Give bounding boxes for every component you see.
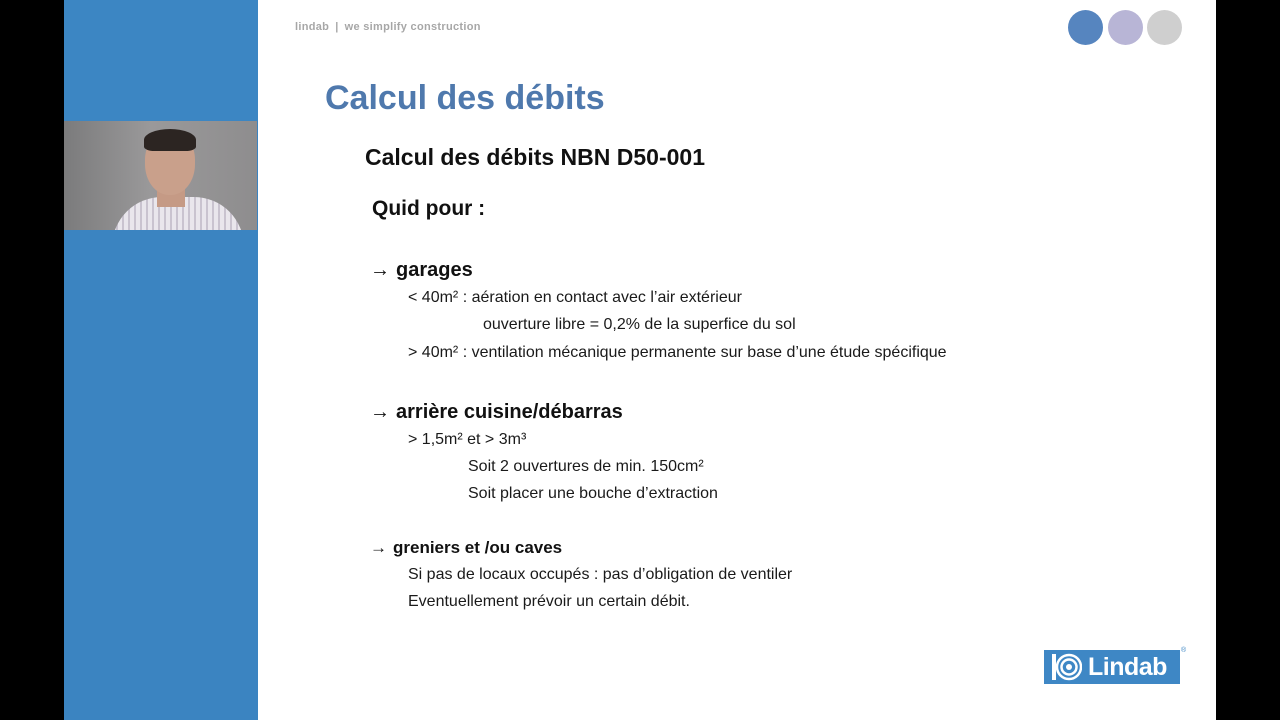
slide-intro: Quid pour : <box>372 197 486 220</box>
greniers-line-2: Eventuellement prévoir un certain débit. <box>408 593 690 610</box>
section-heading-arriere-cuisine <box>370 401 623 424</box>
arrow-icon: → <box>370 259 390 281</box>
decorative-dots <box>1068 10 1184 46</box>
header-brand: lindab <box>295 21 330 33</box>
blue-dot-icon <box>1068 10 1103 45</box>
lavender-dot-icon <box>1108 10 1143 45</box>
slide-title: Calcul des débits <box>325 79 605 117</box>
header-tagline <box>295 21 481 33</box>
garages-line-1: < 40m² : aération en contact avec l’air extérieur <box>408 289 742 306</box>
logo-registered-mark: ® <box>1181 647 1187 654</box>
presenter-webcam <box>64 121 257 230</box>
garages-line-3: > 40m² : ventilation mécanique permanente sur base d’une étude spécifique <box>408 344 947 361</box>
lindab-rings-icon <box>1052 652 1082 682</box>
greniers-line-1: Si pas de locaux occupés : pas d’obligation de ventiler <box>408 566 793 583</box>
header-slogan: we simplify construction <box>344 21 481 33</box>
arrow-icon: → <box>370 538 387 557</box>
presenter-hair <box>144 129 196 151</box>
sidebar-top-band <box>64 0 258 121</box>
section-heading-label: arrière cuisine/débarras <box>396 401 623 423</box>
arrow-icon: → <box>370 401 390 423</box>
presentation-slide <box>64 0 1216 720</box>
section-heading-greniers <box>370 538 562 558</box>
header-separator: | <box>335 21 339 33</box>
arriere-cuisine-line-1: > 1,5m² et > 3m³ <box>408 431 527 448</box>
arriere-cuisine-line-3: Soit placer une bouche d’extraction <box>468 485 718 502</box>
section-heading-garages <box>370 259 473 282</box>
lindab-logo <box>1044 647 1187 684</box>
arriere-cuisine-line-2: Soit 2 ouvertures de min. 150cm² <box>468 458 704 475</box>
section-heading-label: garages <box>396 259 473 281</box>
section-heading-label: greniers et /ou caves <box>393 538 563 557</box>
grey-dot-icon <box>1147 10 1182 45</box>
logo-wordmark: Lindab <box>1088 653 1167 681</box>
slide-subtitle: Calcul des débits NBN D50-001 <box>365 144 706 170</box>
garages-line-2: ouverture libre = 0,2% de la superfice du sol <box>483 316 796 333</box>
